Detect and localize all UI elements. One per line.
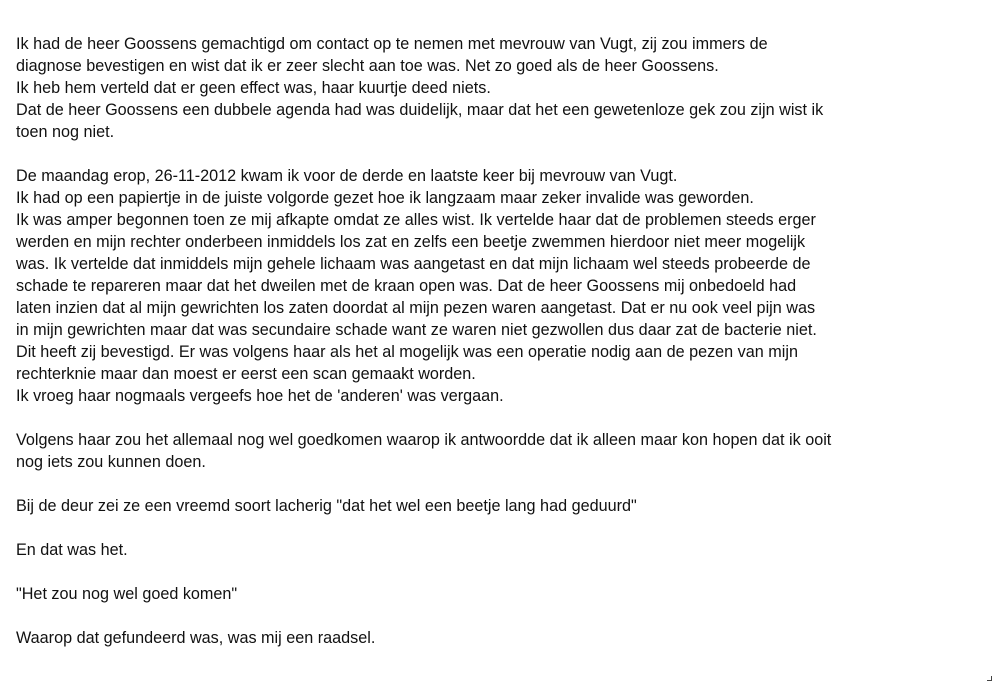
text-line: werden en mijn rechter onderbeen inmiddels los zat en zelfs een beetje zwemmen hierdoor niet meer mogelijk [16,233,806,251]
paragraph-7 [16,627,976,649]
paragraph-2 [16,165,976,407]
paragraph-5 [16,539,976,561]
text-line: Dit heeft zij bevestigd. Er was volgens haar als het al mogelijk was een operatie nodig aan de pezen van mijn [16,343,798,361]
text-line: nog iets zou kunnen doen. [16,453,206,471]
text-line: laten inzien dat al mijn gewrichten los zaten doordat al mijn pezen waren aangetast. Dat er nu ook veel pijn was [16,299,816,317]
text-line: diagnose bevestigen en wist dat ik er zeer slecht aan toe was. Net zo goed als de heer Goossens. [16,57,719,75]
text-line: Ik had de heer Goossens gemachtigd om contact op te nemen met mevrouw van Vugt, zij zou immers de [16,35,768,53]
text-line: schade te repareren maar dat het dweilen met de kraan open was. Dat de heer Goossens mij onbedoeld had [16,277,797,295]
text-line: toen nog niet. [16,123,115,141]
paragraph-4 [16,495,976,517]
text-line: rechterknie maar dan moest er eerst een scan gemaakt worden. [16,365,476,383]
resize-handle[interactable] [987,676,992,681]
text-line: was. Ik vertelde dat inmiddels mijn gehele lichaam was aangetast en dat mijn lichaam wel steeds probeerde de [16,255,811,273]
text-line: Dat de heer Goossens een dubbele agenda had was duidelijk, maar dat het een gewetenloze gek zou zijn wist ik [16,101,824,119]
text-line: "Het zou nog wel goed komen" [16,585,238,603]
text-line: Bij de deur zei ze een vreemd soort lacherig "dat het wel een beetje lang had geduurd" [16,497,637,515]
text-line: Ik vroeg haar nogmaals vergeefs hoe het de 'anderen' was vergaan. [16,387,504,405]
paragraph-3 [16,429,976,473]
document-body [16,33,976,671]
text-line: Ik heb hem verteld dat er geen effect was, haar kuurtje deed niets. [16,79,491,97]
text-line: Volgens haar zou het allemaal nog wel goedkomen waarop ik antwoordde dat ik alleen maar kon hopen dat ik ooit [16,431,832,449]
paragraph-1 [16,33,976,143]
text-line: En dat was het. [16,541,128,559]
paragraph-6 [16,583,976,605]
text-line: Ik was amper begonnen toen ze mij afkapte omdat ze alles wist. Ik vertelde haar dat de problemen steeds erger [16,211,816,229]
text-line: Ik had op een papiertje in de juiste volgorde gezet hoe ik langzaam maar zeker invalide was geworden. [16,189,754,207]
text-line: in mijn gewrichten maar dat was secundaire schade want ze waren niet gezwollen dus daar zat de bacterie niet. [16,321,817,339]
text-line: De maandag erop, 26-11-2012 kwam ik voor de derde en laatste keer bij mevrouw van Vugt. [16,167,678,185]
text-line: Waarop dat gefundeerd was, was mij een raadsel. [16,629,376,647]
